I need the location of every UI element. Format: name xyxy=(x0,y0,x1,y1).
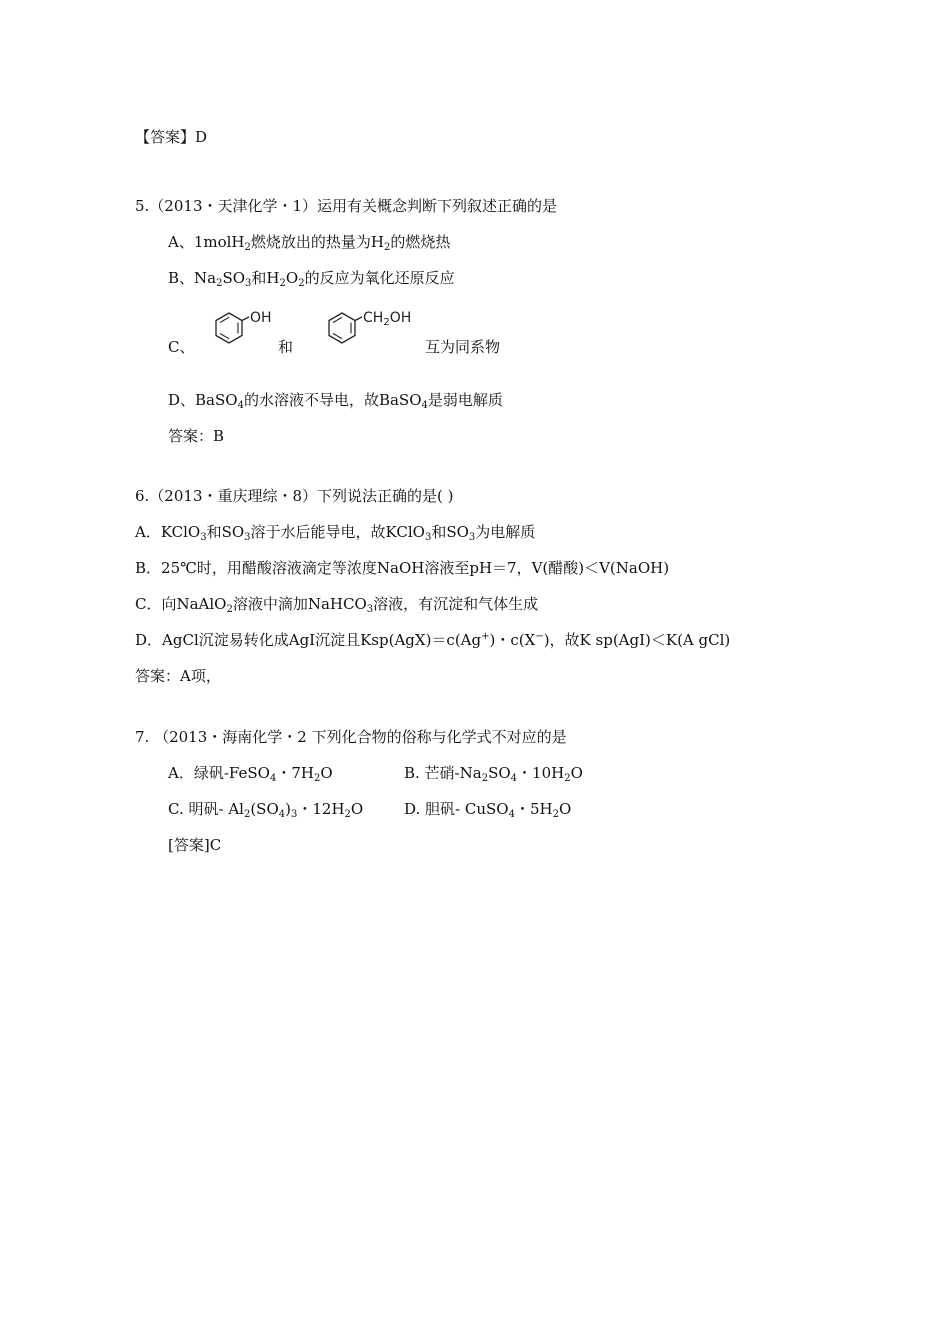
q6-option-c: C．向NaAlO$_2$溶液中滴加NaHCO$_3$溶液，有沉淀和气体生成 xyxy=(135,595,539,615)
q5-option-b: B、$Na_2SO_3$和$H_2O_2$的反应为氧化还原反应 xyxy=(168,269,455,289)
q5-option-c-tail: 互为同系物 xyxy=(425,338,501,356)
svg-text:CH2OH: $CH_2OH$ xyxy=(363,310,412,328)
q5-option-c-label: C、 xyxy=(168,338,195,356)
q7-answer: [答案]C xyxy=(168,836,222,854)
q6-option-d: D．AgCl沉淀易转化成AgI沉淀且Ksp(AgX)＝c(Ag+)・c(X−)，故K sp(AgI)＜K(A gCl) xyxy=(135,631,731,649)
q7-option-c: C. 明矾- $Al_2(SO_4)_3$・$12H_2O$ xyxy=(168,800,364,820)
benzyl-alcohol-structure xyxy=(318,305,418,355)
q7-stem: 7. （2013・海南化学・2 下列化合物的俗称与化学式不对应的是 xyxy=(135,728,567,746)
previous-answer: 【答案】D xyxy=(135,128,208,146)
q5-option-c-connector: 和 xyxy=(278,338,294,356)
q6-stem: 6.（2013・重庆理综・8）下列说法正确的是( ) xyxy=(135,487,454,505)
q5-stem: 5.（2013・天津化学・1）运用有关概念判断下列叙述正确的是 xyxy=(135,197,558,215)
svg-text:OH: OH xyxy=(250,310,272,326)
q6-option-b: B．25℃时，用醋酸溶液滴定等浓度NaOH溶液至pH＝7，V(醋酸)＜V(NaOH) xyxy=(135,559,670,577)
q5-option-d: D、BaSO$_4$的水溶液不导电，故BaSO$_4$是弱电解质 xyxy=(168,391,503,411)
phenol-structure xyxy=(205,305,275,355)
q7-option-a: A．绿矾-FeSO$_4$・$7H_2O$ xyxy=(168,764,333,784)
q7-option-d: D. 胆矾- CuSO$_4$・$5H_2O$ xyxy=(404,800,572,820)
q7-option-b: B. 芒硝$-Na_2SO_4$・$10H_2O$ xyxy=(404,764,583,784)
q6-answer: 答案：A项， xyxy=(135,667,221,685)
q6-option-a: A．KClO$_3$和$SO_3$溶于水后能导电，故KClO$_3$和$SO_3$为电解质 xyxy=(135,523,536,543)
q5-answer: 答案：B xyxy=(168,427,225,445)
q5-option-a: A、1molH$_2$燃烧放出的热量为$H_2$的燃烧热 xyxy=(168,233,451,253)
